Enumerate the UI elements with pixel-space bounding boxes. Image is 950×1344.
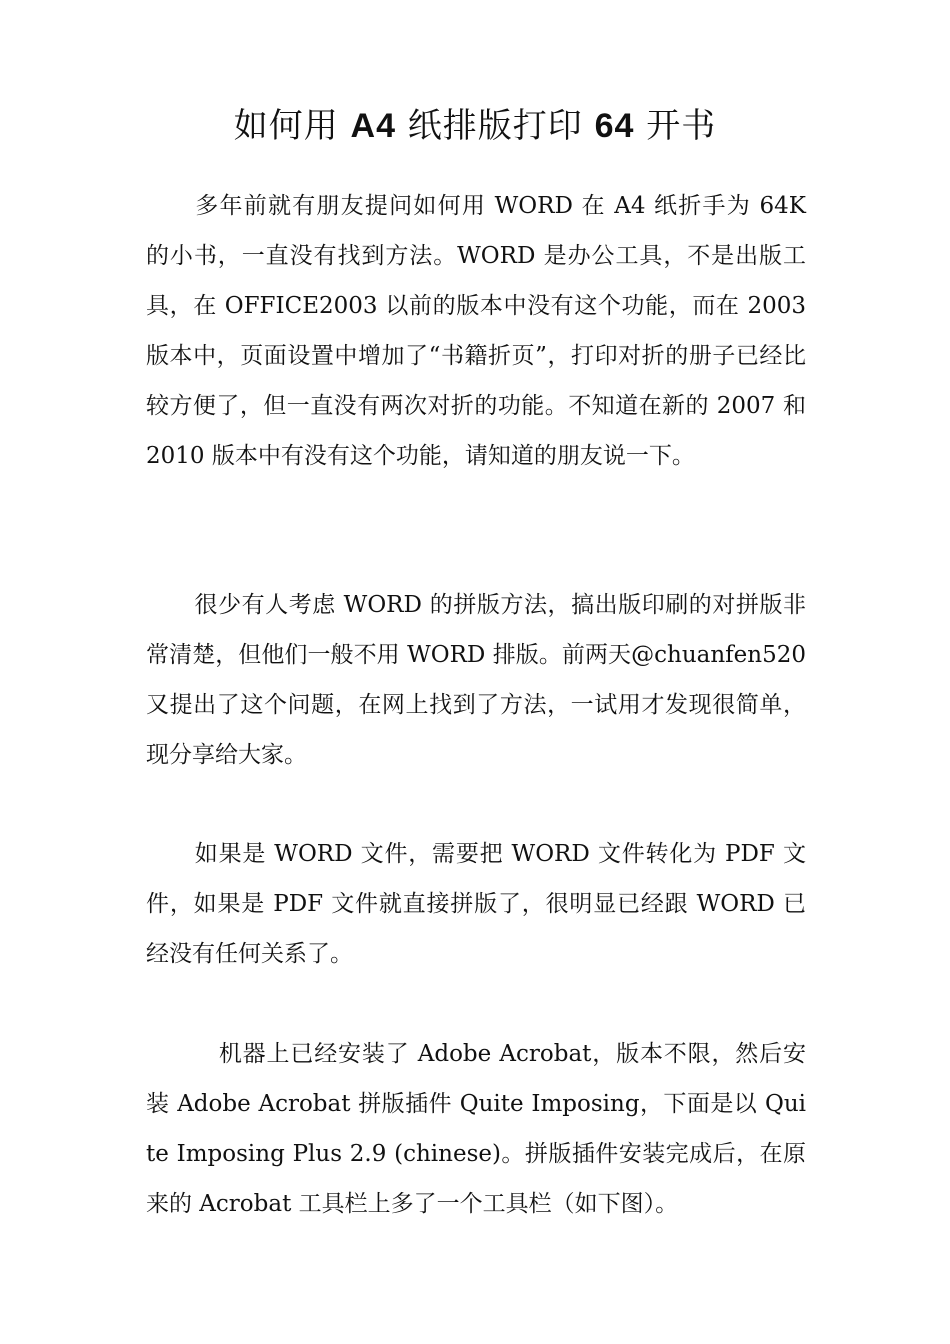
title-text-3: 开书 (634, 106, 717, 146)
paragraph-3-text: 如果是 WORD 文件，需要把 WORD 文件转化为 PDF 文件，如果是 PDF 文件就直接拼版了，很明显已经跟 WORD 已经没有任何关系了。 (146, 841, 806, 967)
title-text-2: 纸排版打印 (396, 106, 595, 146)
paragraph-2-text: 很少有人考虑 WORD 的拼版方法，搞出版印刷的对拼版非常清楚，但他们一般不用 WORD 排版。前两天@chuanfen520 又提出了这个问题，在网上找到了方法，一试用才发现很简单，现分享给大家。 (146, 592, 806, 768)
title-bold-64: 64 (594, 107, 635, 145)
paragraph-2 (146, 580, 806, 780)
paragraph-4 (146, 1029, 806, 1229)
paragraph-1-text: 多年前就有朋友提问如何用 WORD 在 A4 纸折手为 64K 的小书，一直没有找到方法。WORD 是办公工具，不是出版工具，在 OFFICE2003 以前的版本中没有这个功能，而在 2003 版本中，页面设置中增加了“书籍折页”，打印对折的册子已经比较方便了，但一直没有两次对折的功能。不知道在新的 2007 和 2010 版本中有没有这个功能，请知道的朋友说一下。 (146, 193, 806, 469)
page-title (0, 98, 950, 154)
title-bold-a4: A4 (350, 107, 396, 145)
paragraph-4-text: 机器上已经安装了 Adobe Acrobat，版本不限，然后安装 Adobe Acrobat 拼版插件 Quite Imposing，下面是以 Quite Imposing Plus 2.9 (chinese)。拼版插件安装完成后，在原来的 Acrobat 工具栏上多了一个工具栏（如下图）。 (146, 1041, 806, 1217)
title-text-1: 如何用 (233, 106, 351, 146)
paragraph-1 (146, 181, 806, 481)
paragraph-3 (146, 829, 806, 979)
